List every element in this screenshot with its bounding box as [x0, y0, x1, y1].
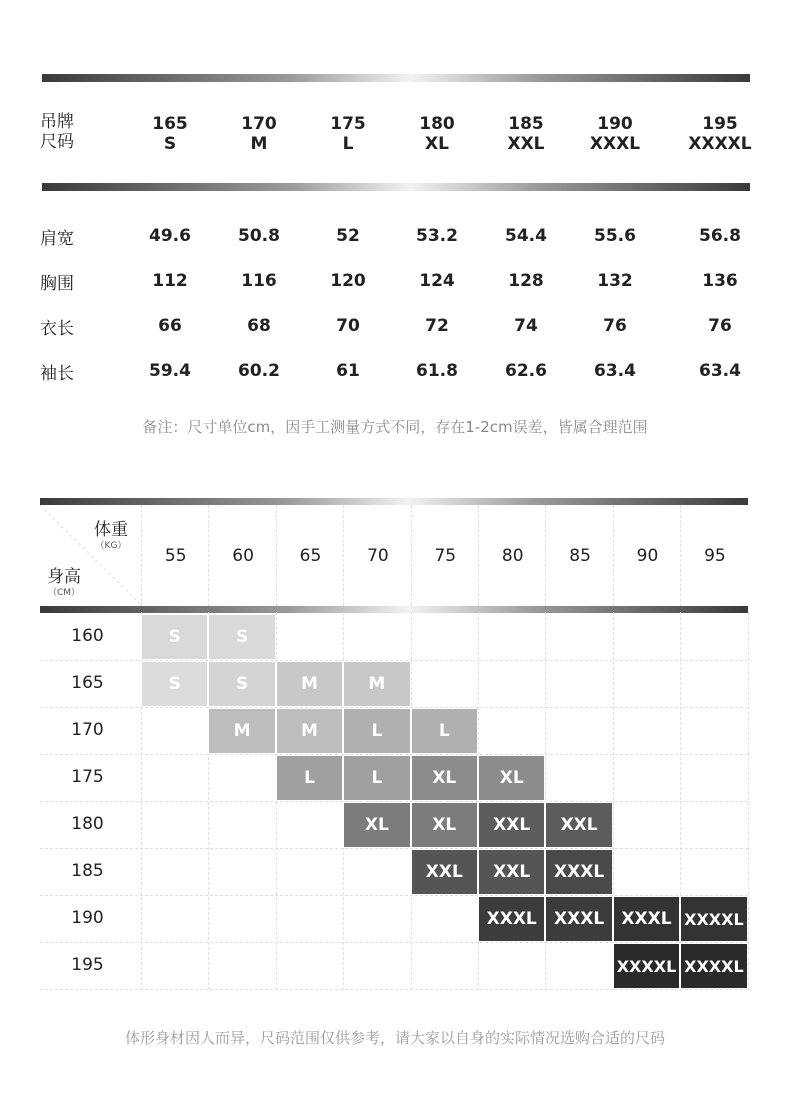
- measurement-value: 68: [247, 316, 271, 336]
- grid-horizontal-line: [40, 848, 748, 849]
- weight-unit: （KG）: [95, 541, 127, 551]
- tag-number: 165: [152, 114, 188, 134]
- measurement-value: 120: [330, 271, 366, 291]
- measurement-value: 61.8: [416, 361, 458, 381]
- weight-column-header: 85: [545, 505, 613, 606]
- measurement-label: 肩宽: [40, 229, 74, 249]
- measurement-value: 56.8: [699, 226, 741, 246]
- recommended-size-cell: XL: [478, 755, 545, 801]
- weight-column-header: 70: [343, 505, 411, 606]
- recommended-size-cell: XL: [411, 802, 478, 848]
- measurement-value: 74: [514, 316, 538, 336]
- weight-column-header: 75: [411, 505, 479, 606]
- tag-number: 185: [508, 114, 544, 134]
- measurement-value: 49.6: [149, 226, 191, 246]
- height-row-header: 190: [71, 908, 104, 928]
- weight-column-header: 80: [478, 505, 546, 606]
- measurement-value: 54.4: [505, 226, 547, 246]
- measurement-value: 72: [425, 316, 449, 336]
- recommended-size-cell: S: [208, 614, 275, 660]
- measurement-value: 124: [419, 271, 455, 291]
- measurement-value: 50.8: [238, 226, 280, 246]
- measurement-value: 52: [336, 226, 360, 246]
- size-code: L: [342, 134, 354, 154]
- recommended-size-cell: XXXL: [545, 849, 612, 895]
- recommended-size-cell: XXXXL: [680, 943, 747, 989]
- size-code: XXXL: [589, 134, 641, 154]
- measurement-value: 63.4: [699, 361, 741, 381]
- measurement-value: 76: [708, 316, 732, 336]
- grid-horizontal-line: [40, 989, 748, 990]
- measurement-note: 备注：尺寸单位cm，因手工测量方式不同，存在1-2cm误差，皆属合理范围: [142, 418, 648, 436]
- recommended-size-cell: XXXXL: [613, 943, 680, 989]
- recommended-size-cell: XL: [343, 802, 410, 848]
- weight-column-header: 55: [141, 505, 209, 606]
- recommended-size-cell: L: [411, 708, 478, 754]
- recommended-size-cell: M: [276, 661, 343, 707]
- weight-column-header: 65: [276, 505, 344, 606]
- recommended-size-cell: M: [343, 661, 410, 707]
- size-code: XXL: [507, 134, 545, 154]
- tag-number: 180: [419, 114, 455, 134]
- measurement-value: 128: [508, 271, 544, 291]
- tag-number: 195: [702, 114, 738, 134]
- weight-column-header: 90: [613, 505, 681, 606]
- height-label: 身高: [47, 567, 81, 587]
- weight-column-header: 60: [208, 505, 276, 606]
- measurement-value: 62.6: [505, 361, 547, 381]
- recommended-size-cell: XXL: [478, 849, 545, 895]
- height-row-header: 195: [71, 955, 104, 975]
- size-column-header: [397, 114, 477, 154]
- recommended-size-cell: XXL: [545, 802, 612, 848]
- height-row-header: 175: [71, 767, 104, 787]
- weight-label: 体重: [94, 520, 128, 540]
- recommended-size-cell: XXL: [478, 802, 545, 848]
- recommended-size-cell: M: [276, 708, 343, 754]
- measurement-value: 60.2: [238, 361, 280, 381]
- recommended-size-cell: XXXXL: [680, 896, 747, 942]
- height-header: [47, 562, 81, 598]
- footer-note: 体形身材因人而异，尺码范围仅供参考，请大家以自身的实际情况选购合适的尺码: [124, 1029, 665, 1047]
- recommended-size-cell: XXXL: [613, 896, 680, 942]
- size-column-header: [308, 114, 388, 154]
- measurement-label: 胸围: [40, 274, 74, 294]
- grid-header-bar: [40, 606, 748, 613]
- measurement-value: 132: [597, 271, 633, 291]
- measurement-value: 59.4: [149, 361, 191, 381]
- recommended-size-cell: S: [141, 614, 208, 660]
- recommended-size-cell: L: [276, 755, 343, 801]
- weight-column-header: 95: [680, 505, 748, 606]
- tag-label: 吊牌: [40, 112, 74, 132]
- height-row-header: 185: [71, 861, 104, 881]
- measurement-value: 70: [336, 316, 360, 336]
- size-column-header: [219, 114, 299, 154]
- measurement-value: 116: [241, 271, 277, 291]
- recommended-size-cell: XXXL: [545, 896, 612, 942]
- mid-divider-bar: [42, 183, 750, 191]
- height-row-header: 180: [71, 814, 104, 834]
- size-code: XL: [425, 134, 449, 154]
- measurement-value: 53.2: [416, 226, 458, 246]
- measurement-value: 136: [702, 271, 738, 291]
- height-row-header: 165: [71, 673, 104, 693]
- height-unit: （CM）: [47, 588, 81, 598]
- measurement-label: 袖长: [40, 364, 74, 384]
- recommended-size-cell: L: [343, 708, 410, 754]
- height-row-header: 160: [71, 626, 104, 646]
- measurement-value: 63.4: [594, 361, 636, 381]
- tag-number: 170: [241, 114, 277, 134]
- recommended-size-cell: XXXL: [478, 896, 545, 942]
- measurement-value: 112: [152, 271, 188, 291]
- tag-number: 190: [597, 114, 633, 134]
- measurement-value: 55.6: [594, 226, 636, 246]
- size-column-header: [130, 114, 210, 154]
- recommended-size-cell: S: [141, 661, 208, 707]
- recommended-size-cell: L: [343, 755, 410, 801]
- size-code: M: [250, 134, 268, 154]
- recommended-size-cell: XL: [411, 755, 478, 801]
- size-column-header: [680, 114, 760, 154]
- size-code: XXXXL: [688, 134, 752, 154]
- height-row-header: 170: [71, 720, 104, 740]
- measurement-value: 76: [603, 316, 627, 336]
- size-code-label: 尺码: [40, 132, 74, 152]
- weight-header: [94, 515, 128, 551]
- size-column-header: [575, 114, 655, 154]
- top-divider-bar: [42, 74, 750, 82]
- size-header-label: [40, 112, 74, 152]
- recommended-size-cell: M: [208, 708, 275, 754]
- tag-number: 175: [330, 114, 366, 134]
- measurement-label: 衣长: [40, 319, 74, 339]
- measurement-value: 61: [336, 361, 360, 381]
- size-column-header: [486, 114, 566, 154]
- recommended-size-cell: XXL: [411, 849, 478, 895]
- recommended-size-cell: S: [208, 661, 275, 707]
- measurement-value: 66: [158, 316, 182, 336]
- grid-top-bar: [40, 498, 748, 505]
- size-code: S: [163, 134, 177, 154]
